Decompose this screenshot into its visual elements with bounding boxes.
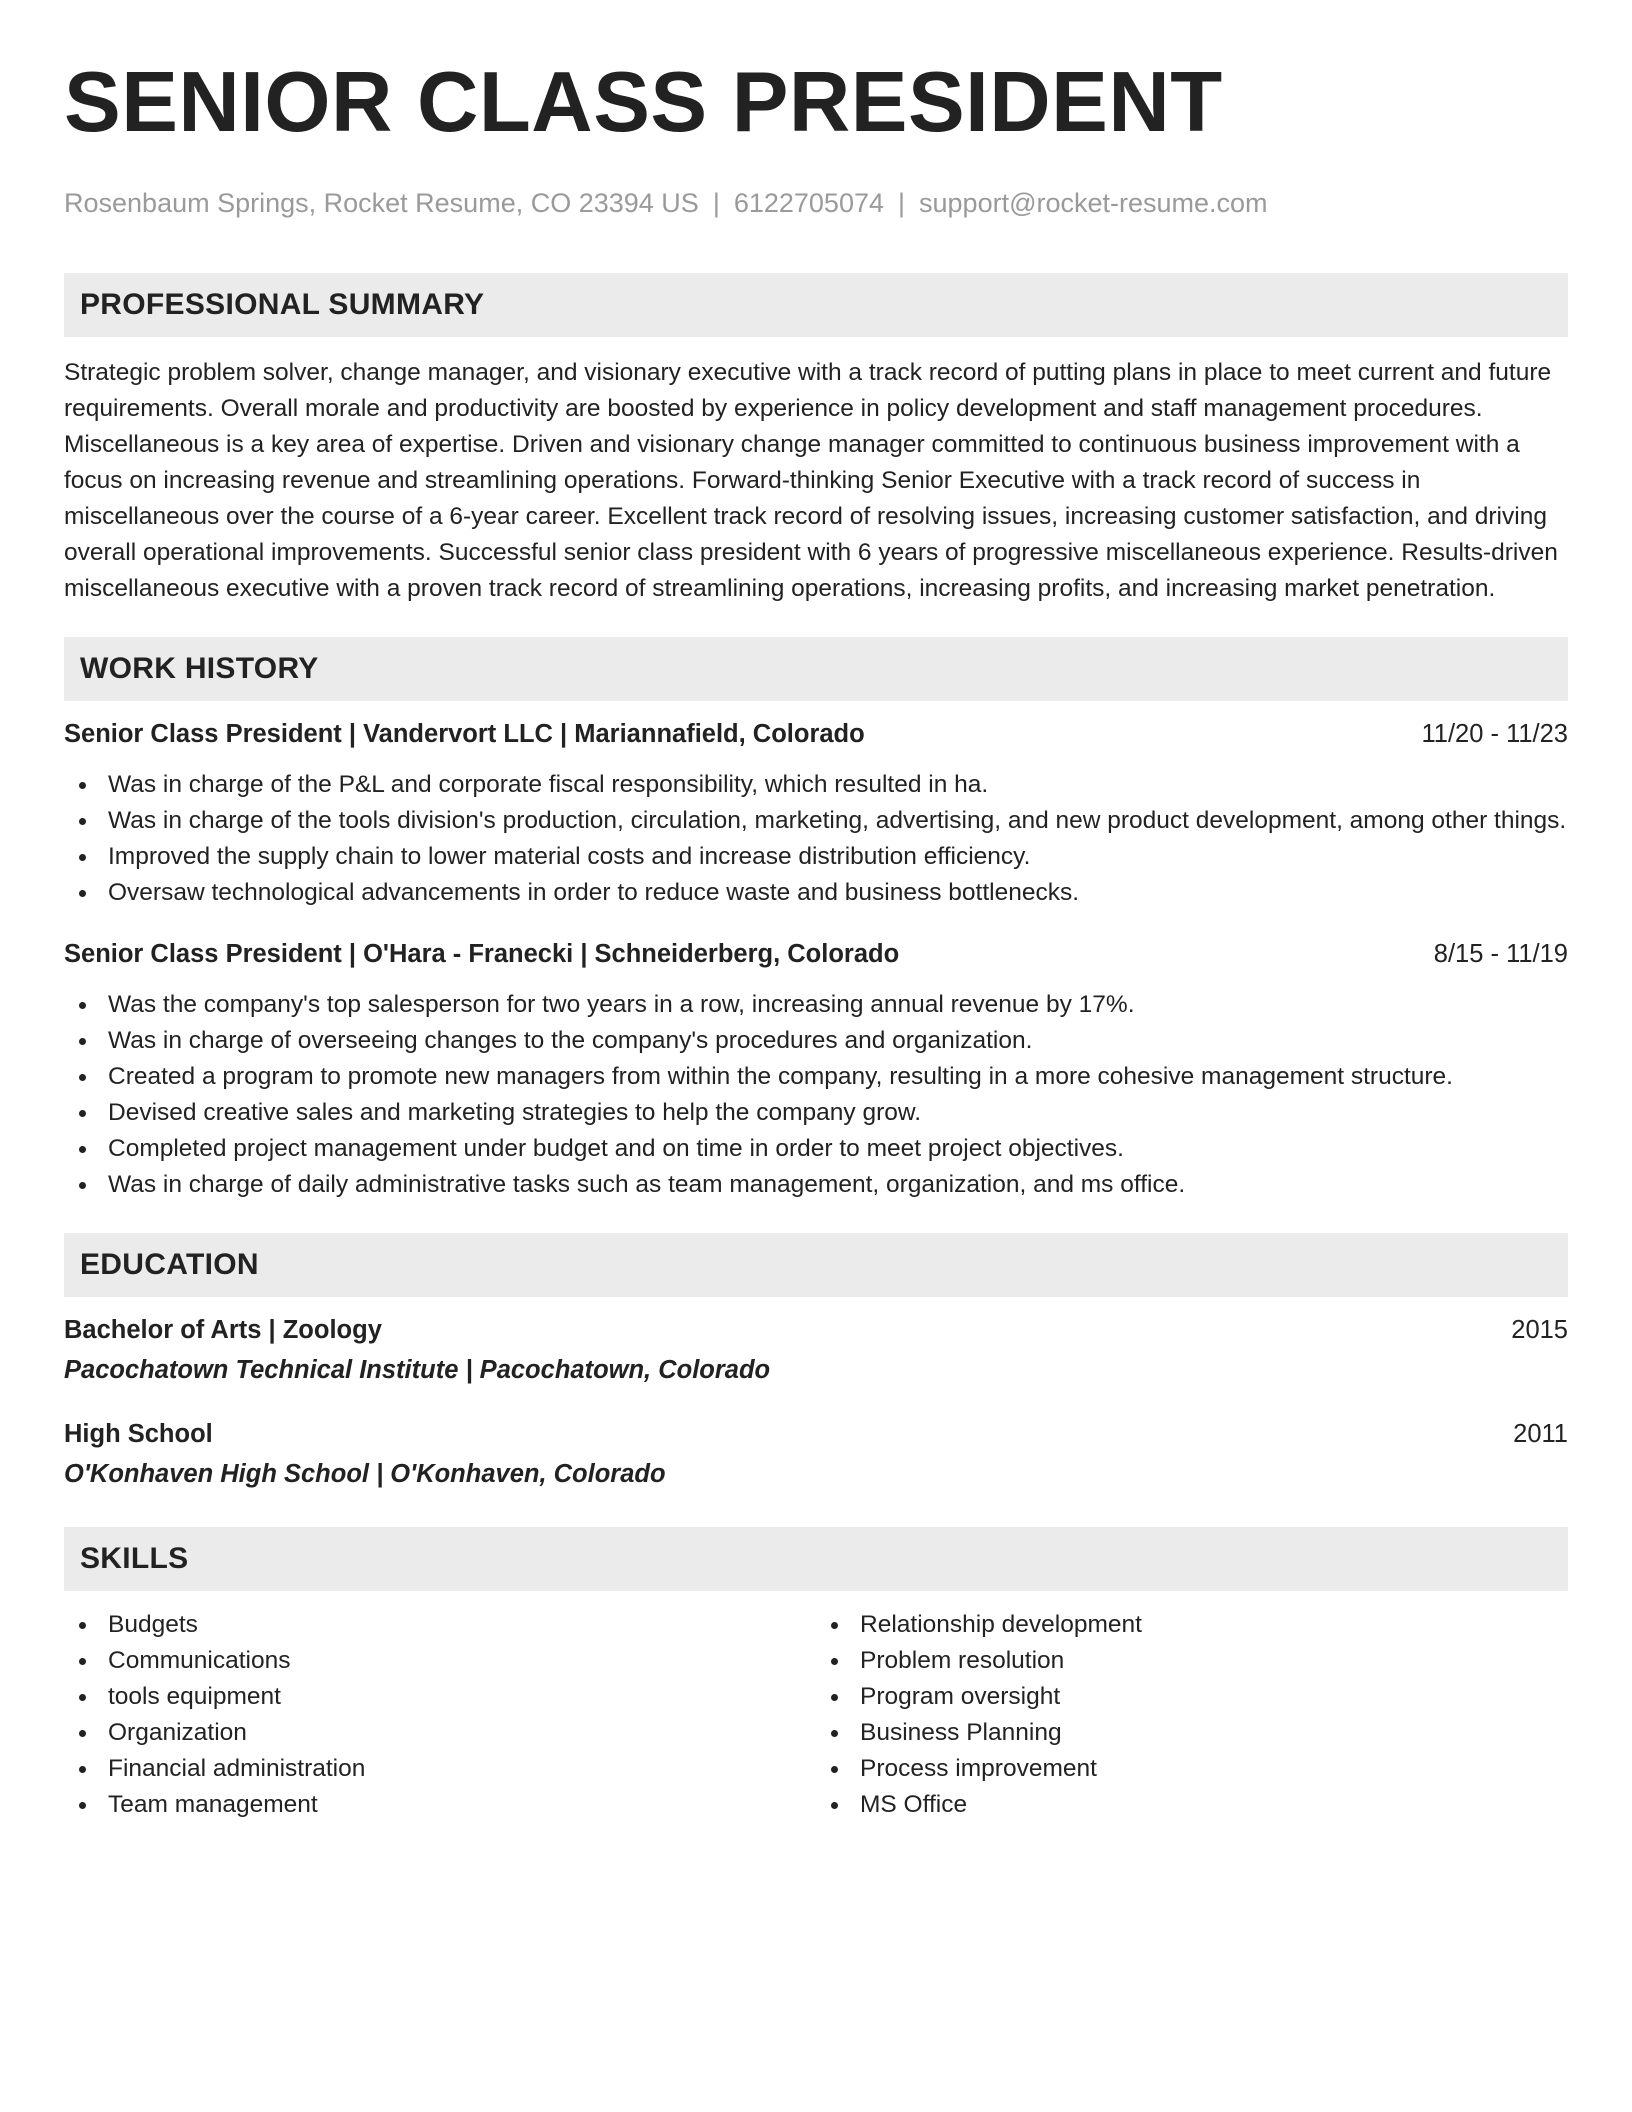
section-header-work-history: WORK HISTORY [64,637,1568,701]
candidate-name: SENIOR CLASS PRESIDENT [64,55,1223,150]
skill-item: Organization [64,1715,816,1751]
skill-item: Business Planning [816,1715,1568,1751]
job-bullet: Was in charge of the tools division's production, circulation, marketing, advertising, and new product development, among other things. [64,803,1568,839]
contact-separator: | [898,188,906,218]
education-header [64,1417,1568,1451]
skill-item: Communications [64,1643,816,1679]
skill-item: Process improvement [816,1751,1568,1787]
skill-item: Financial administration [64,1751,816,1787]
education-entry [64,1417,1568,1491]
skills-column-right [816,1607,1568,1823]
skills-column-left [64,1607,816,1823]
section-header-education: EDUCATION [64,1233,1568,1297]
job-title: Senior Class President | O'Hara - Franecki | Schneiderberg, Colorado [64,940,900,968]
job-entry [64,717,1568,911]
job-bullet: Oversaw technological advancements in order to reduce waste and business bottlenecks. [64,875,1568,911]
job-bullet: Was the company's top salesperson for two years in a row, increasing annual revenue by 17%. [64,987,1568,1023]
job-dates: 8/15 - 11/19 [1433,940,1568,968]
section-header-summary: PROFESSIONAL SUMMARY [64,273,1568,337]
section-header-skills: SKILLS [64,1527,1568,1591]
contact-line [64,186,1568,220]
education-degree: High School [64,1420,213,1448]
job-bullet: Was in charge of overseeing changes to the company's procedures and organization. [64,1023,1568,1059]
job-bullet: Created a program to promote new managers from within the company, resulting in a more cohesive management structure. [64,1059,1568,1095]
education-year: 2011 [1513,1420,1568,1448]
job-dates: 11/20 - 11/23 [1421,720,1568,748]
job-header [64,717,1568,751]
contact-email: support@rocket-resume.com [919,188,1268,218]
education-year: 2015 [1511,1316,1568,1344]
skill-item: Budgets [64,1607,816,1643]
skill-item: tools equipment [64,1679,816,1715]
skills-bullets [816,1607,1568,1823]
skill-item: Problem resolution [816,1643,1568,1679]
skill-item: MS Office [816,1787,1568,1823]
job-bullets [64,767,1568,911]
education-header [64,1313,1568,1347]
job-bullet: Completed project management under budget and on time in order to meet project objectives. [64,1131,1568,1167]
education-degree: Bachelor of Arts | Zoology [64,1316,382,1344]
contact-phone: 6122705074 [733,188,884,218]
job-bullet: Devised creative sales and marketing strategies to help the company grow. [64,1095,1568,1131]
job-bullet: Improved the supply chain to lower material costs and increase distribution efficiency. [64,839,1568,875]
education-entry [64,1313,1568,1387]
skill-item: Program oversight [816,1679,1568,1715]
education-school: Pacochatown Technical Institute | Pacochatown, Colorado [64,1356,771,1384]
skills-bullets [64,1607,816,1823]
job-header [64,937,1568,971]
job-bullet: Was in charge of the P&L and corporate fiscal responsibility, which resulted in ha. [64,767,1568,803]
contact-address: Rosenbaum Springs, Rocket Resume, CO 23394 US [64,188,699,218]
education-school: O'Konhaven High School | O'Konhaven, Colorado [64,1460,666,1488]
skills-list [64,1607,1568,1823]
job-entry [64,937,1568,1203]
job-title: Senior Class President | Vandervort LLC | Mariannafield, Colorado [64,720,865,748]
job-bullet: Was in charge of daily administrative tasks such as team management, organization, and ms office. [64,1167,1568,1203]
job-bullets [64,987,1568,1203]
contact-separator: | [712,188,720,218]
skill-item: Team management [64,1787,816,1823]
skill-item: Relationship development [816,1607,1568,1643]
summary-paragraph: Strategic problem solver, change manager, and visionary executive with a track record of putting plans in place to meet current and future requirements. Overall morale and productivity are boosted by experience in policy development and staff management procedures. Miscellaneous is a key area of expertise. Driven and visionary change manager committed to continuous business improvement with a focus on increasing revenue and streamlining operations. Forward-thinking Senior Executive with a track record of success in miscellaneous over the course of a 6-year career. Excellent track record of resolving issues, increasing customer satisfaction, and driving overall operational improvements. Successful senior class president with 6 years of progressive miscellaneous experience. Results-driven miscellaneous executive with a proven track record of streamlining operations, increasing profits, and increasing market penetration. [64,359,1558,602]
